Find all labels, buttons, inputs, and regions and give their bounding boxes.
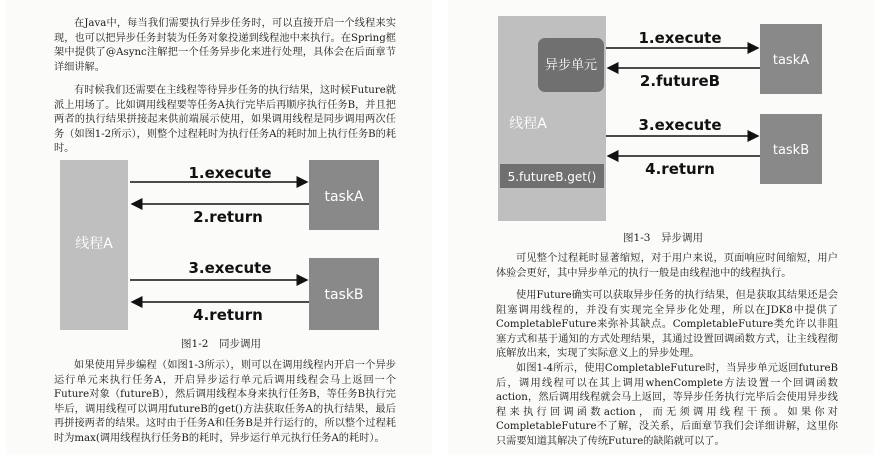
arrow3-label: 3.execute bbox=[188, 259, 272, 277]
async-call-diagram bbox=[498, 16, 822, 222]
left-paragraph-3: 如果使用异步编程（如图1-3所示），则可以在调用线程内开启一个异步运行单元来执行任务A，开启异步运行单元后调用线程会马上返回一个Future对象（futureB），然后调用线程本身来执行任务B，等任务B执行完毕后，调用线程可以调用futureB的get()方法获取任务A的执行结果，最后再拼接两者的结果。这时由于任务A和任务B是并行运行的，所以整个过程耗时为max(调用线程执行任务B的耗时，异步运行单元执行任务A的耗时）。 bbox=[54, 360, 396, 444]
arrow2-label: 2.return bbox=[193, 208, 263, 226]
get-box-label: 5.futureB.get() bbox=[507, 170, 597, 184]
left-paragraph-2: 有时候我们还需要在主线程等待异步任务的执行结果，这时候Future就派上用场了。比如调用线程要等任务A执行完毕后再顺序执行任务B，并且把两者的执行结果拼接起来供前端展示使用，如果调用线程是同步调用两次任务（如图1-2所示），则整个过程耗时为执行任务A的耗时加上执行任务B的耗时。 bbox=[54, 85, 396, 155]
arrow4-label: 4.return bbox=[193, 306, 263, 324]
right-paragraph-3: 如图1-4所示，使用CompletableFuture时，当异步单元返回futureB后，调用线程可以在其上调用whenComplete方法设置一个回调函数action，然后调用线程就会马上返回，等异步任务执行完毕后会使用异步线程来执行回调函数action，而无须调用线程干预。如果你对CompletableFuture不了解，没关系，后面章节我们会详细讲解，这里你只需要知道其解决了传统Future的缺陷就可以了。 bbox=[496, 363, 838, 447]
task-a-label: taskA bbox=[772, 53, 810, 68]
task-a-label: taskA bbox=[324, 189, 364, 205]
thread-a-label: 线程A bbox=[509, 116, 547, 132]
right-paragraph-1: 可见整个过程耗时显著缩短，对于用户来说，页面响应时间缩短，用户体验会更好，其中异步单元的执行一般是由线程池中的线程执行。 bbox=[496, 253, 838, 279]
arrow3-label: 3.execute bbox=[638, 116, 722, 134]
right-paragraph-2: 使用Future确实可以获取异步任务的执行结果，但是获取其结果还是会阻塞调用线程的，并没有实现完全异步化处理，所以在JDK8中提供了CompletableFuture来弥补其缺点。CompletableFuture类允许以非阻塞方式和基于通知的方式处理结果，其通过设置回调函数方式，让主线程彻底解放出来，实现了实际意义上的异步处理。 bbox=[496, 290, 838, 360]
left-paragraph-1: 在Java中，每当我们需要执行异步任务时，可以直接开启一个线程来实现，也可以把异步任务封装为任务对象投递到线程池中来执行。在Spring框架中提供了@Async注解把一个任务异步化来进行处理，具体会在后面章节详细讲解。 bbox=[54, 18, 396, 73]
figure-1-2-caption: 图1-2 同步调用 bbox=[181, 338, 261, 350]
arrow1-label: 1.execute bbox=[188, 164, 272, 182]
right-page bbox=[448, 0, 874, 454]
arrow2-label: 2.futureB bbox=[639, 72, 721, 90]
task-b-label: taskB bbox=[772, 143, 810, 158]
async-unit-label: 异步单元 bbox=[544, 58, 598, 73]
thread-a-label: 线程A bbox=[75, 236, 113, 252]
arrow1-label: 1.execute bbox=[638, 29, 722, 47]
sync-call-diagram bbox=[60, 160, 380, 332]
task-b-label: taskB bbox=[324, 287, 364, 303]
arrow4-label: 4.return bbox=[645, 160, 715, 178]
figure-1-3-caption: 图1-3 异步调用 bbox=[623, 232, 703, 244]
left-page bbox=[6, 0, 432, 454]
